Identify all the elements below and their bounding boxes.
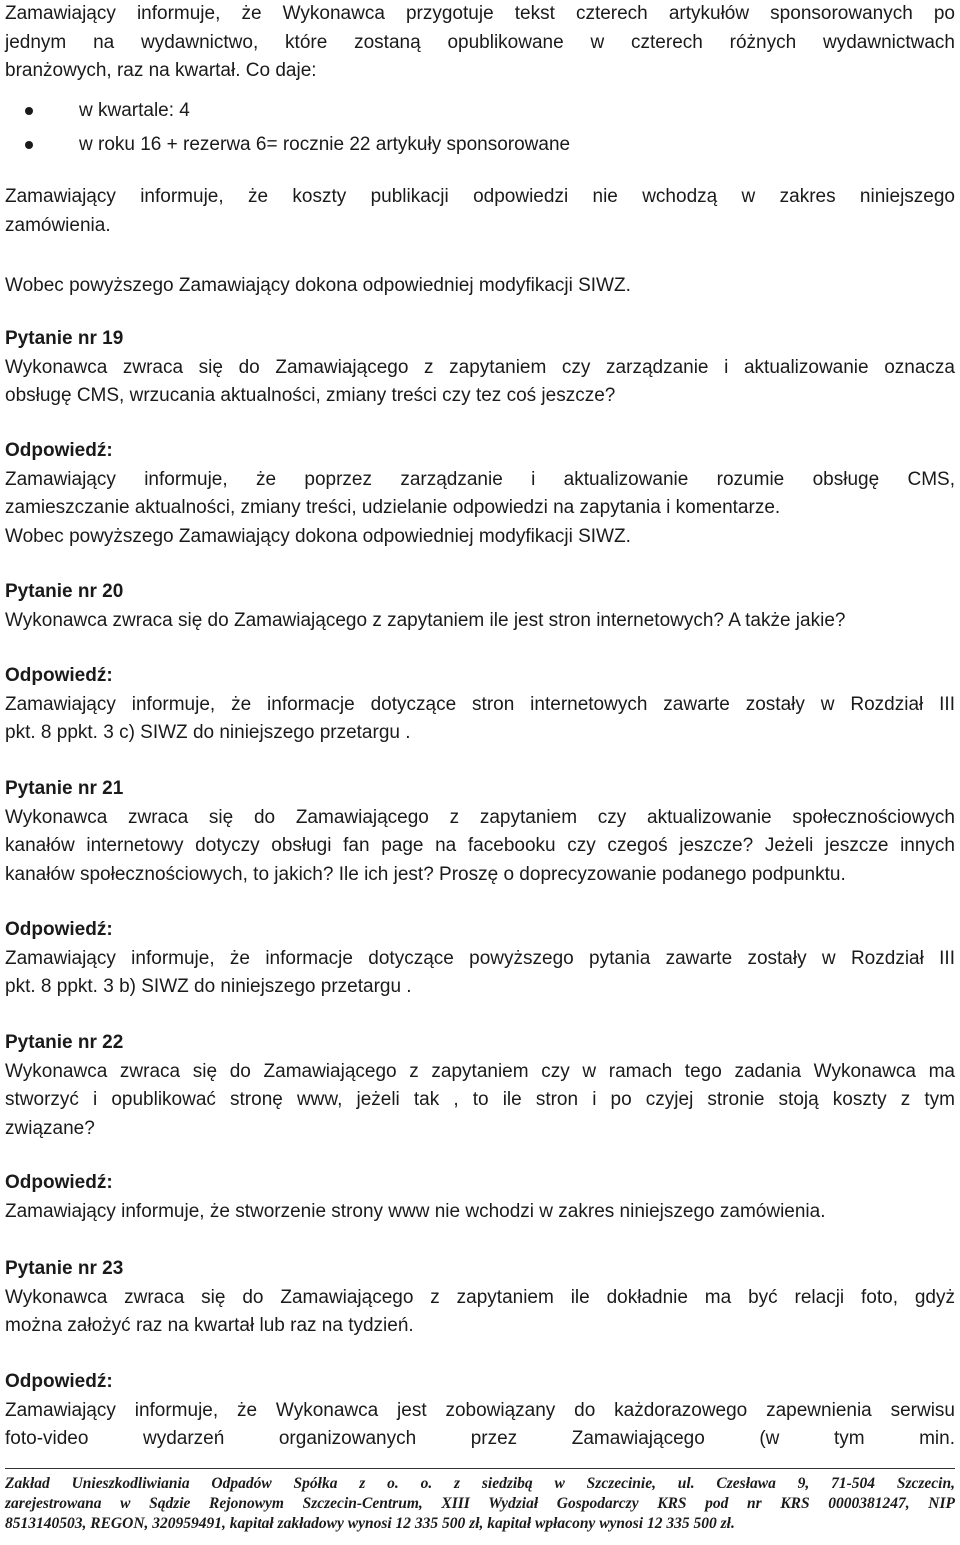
question-line-3: związane?: [5, 1117, 95, 1139]
question-21: [5, 775, 955, 889]
modification-note: Wobec powyższego Zamawiający dokona odpowiedniej modyfikacji SIWZ.: [5, 275, 631, 296]
answer-19: [5, 437, 955, 551]
answer-line-1: Zamawiający informuje, że stworzenie strony www nie wchodzi w zakres niniejszego zamówienia.: [5, 1200, 826, 1222]
intro-line-1: Zamawiający informuje, że Wykonawca przygotuje tekst czterech artykułów sponsorowanych po: [5, 3, 955, 24]
answer-label: Odpowiedź:: [5, 1371, 113, 1392]
page-footer: [5, 1468, 955, 1534]
question-title: Pytanie nr 19: [5, 328, 124, 349]
question-line-1: Wykonawca zwraca się do Zamawiającego z zapytaniem ile jest stron internetowych? A także jakie?: [5, 609, 846, 631]
footer-line-1: Zakład Unieszkodliwiania Odpadów Spółka z o. o. z siedzibą w Szczecinie, ul. Czesława 9, 71-504 Szczecin,: [5, 1475, 955, 1492]
answer-23: [5, 1368, 955, 1454]
footer-line-2: zarejestrowana w Sądzie Rejonowym Szczecin-Centrum, XIII Wydział Gospodarczy KRS pod nr KRS 0000381247, NIP: [5, 1495, 955, 1512]
question-title: Pytanie nr 20: [5, 581, 124, 602]
company-info: [5, 1474, 955, 1534]
answer-line-1: Zamawiający informuje, że informacje dotyczące powyższego pytania zawarte zostały w Rozdział III: [5, 947, 955, 969]
answer-line-1: Zamawiający informuje, że Wykonawca jest zobowiązany do każdorazowego zapewnienia serwisu: [5, 1399, 955, 1421]
question-line-2: stworzyć i opublikować stronę www, jeżeli tak , to ile stron i po czyjej stronie stoją koszty z tym: [5, 1089, 955, 1110]
bullet-dot-icon: [25, 107, 33, 115]
question-line-2: kanałów internetowy dotyczy obsługi fan page na facebooku czy czegoś jeszcze? Jeżeli jeszcze innych: [5, 835, 955, 856]
question-line-1: Wykonawca zwraca się do Zamawiającego z zapytaniem czy zarządzanie i aktualizowanie oznacza: [5, 356, 955, 378]
question-line-1: Wykonawca zwraca się do Zamawiającego z zapytaniem czy aktualizowanie społecznościowych: [5, 806, 955, 828]
answer-line-1: Zamawiający informuje, że informacje dotyczące stron internetowych zawarte zostały w Rozdział III: [5, 693, 955, 715]
question-title: Pytanie nr 22: [5, 1032, 124, 1053]
answer-line-3: Wobec powyższego Zamawiający dokona odpowiedniej modyfikacji SIWZ.: [5, 525, 631, 547]
costs-paragraph: [5, 183, 955, 240]
answer-22: [5, 1169, 955, 1226]
question-line-1: Wykonawca zwraca się do Zamawiającego z zapytaniem czy w ramach tego zadania Wykonawca ma: [5, 1060, 955, 1082]
question-title: Pytanie nr 21: [5, 778, 124, 799]
question-23: [5, 1255, 955, 1341]
question-line-1: Wykonawca zwraca się do Zamawiającego z zapytaniem ile dokładnie ma być relacji foto, gdyż: [5, 1286, 955, 1308]
costs-line-1: Zamawiający informuje, że koszty publikacji odpowiedzi nie wchodzą w zakres niniejszego: [5, 186, 955, 207]
question-line-3: kanałów społecznościowych, to jakich? Ile ich jest? Proszę o doprecyzowanie podanego podpunktu.: [5, 863, 846, 885]
answer-label: Odpowiedź:: [5, 1172, 113, 1193]
intro-line-3: branżowych, raz na kwartał. Co daje:: [5, 60, 317, 81]
answer-21: [5, 916, 955, 1002]
bullet-item: w kwartale: 4: [5, 94, 955, 128]
costs-line-2: zamówienia.: [5, 214, 111, 236]
bullet-dot-icon: [25, 141, 33, 149]
question-20: [5, 578, 955, 635]
question-line-2: obsługę CMS, wrzucania aktualności, zmiany treści czy tez coś jeszcze?: [5, 385, 616, 406]
question-title: Pytanie nr 23: [5, 1258, 124, 1279]
answer-line-2: pkt. 8 ppkt. 3 b) SIWZ do niniejszego przetargu .: [5, 976, 412, 997]
bullet-list: [5, 94, 955, 162]
answer-line-2: zamieszczanie aktualności, zmiany treści, udzielanie odpowiedzi na zapytania i komentarze.: [5, 497, 781, 518]
answer-label: Odpowiedź:: [5, 919, 113, 940]
answer-20: [5, 662, 955, 748]
question-line-2: można założyć raz na kwartał lub raz na tydzień.: [5, 1315, 414, 1336]
footer-divider: [5, 1468, 955, 1469]
footer-line-3: 8513140503, REGON, 320959491, kapitał zakładowy wynosi 12 335 500 zł, kapitał wpłacony wynosi 12 335 500 zł.: [5, 1515, 735, 1532]
answer-line-1: Zamawiający informuje, że poprzez zarządzanie i aktualizowanie rozumie obsługę CMS,: [5, 468, 955, 490]
intro-paragraph: [5, 0, 955, 86]
bullet-item: w roku 16 + rezerwa 6= rocznie 22 artykuły sponsorowane: [5, 128, 955, 162]
answer-line-2: foto-video wydarzeń organizowanych przez Zamawiającego (w tym min.: [5, 1428, 955, 1449]
answer-label: Odpowiedź:: [5, 665, 113, 686]
intro-line-2: jednym na wydawnictwo, które zostaną opublikowane w czterech różnych wydawnictwach: [5, 31, 955, 53]
question-19: [5, 325, 955, 411]
question-22: [5, 1029, 955, 1143]
answer-line-2: pkt. 8 ppkt. 3 c) SIWZ do niniejszego przetargu .: [5, 722, 411, 743]
answer-label: Odpowiedź:: [5, 440, 113, 461]
